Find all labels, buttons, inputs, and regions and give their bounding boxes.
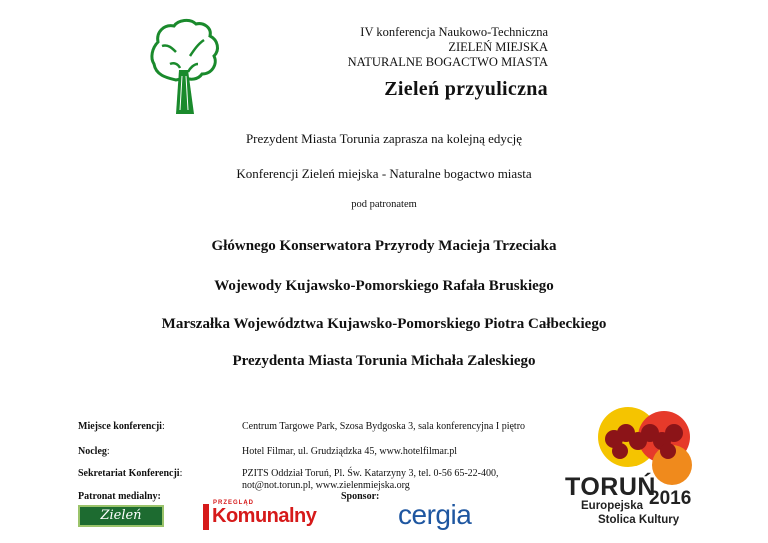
invitation-line-2: Konferencji Zieleń miejska - Naturalne bogactwo miasta [236,166,532,181]
secretariat-label: Sekretariat Konferencji: [78,468,183,479]
invitation-line-1: Prezydent Miasta Torunia zaprasza na kolejną edycję [245,131,523,146]
secretariat-value [242,468,499,492]
conference-title: Zieleń przyuliczna [384,78,548,100]
przeglad-komunalny-logo [203,500,317,532]
venue-label: Miejsce konferencji: [78,421,165,432]
secretariat-contact: not@not.torun.pl, www.zielenmiejska.org [242,480,410,491]
komunalny-sub: PRZEGLĄD [213,500,254,506]
conference-edition: IV konferencja Naukowo-Techniczna [360,25,548,39]
patron-conservator: Głównego Konserwatora Przyrody Macieja Trzeciaka [211,238,557,254]
conference-header [290,25,548,70]
komunalny-name: Komunalny [212,505,317,527]
secretariat-address: PZITS Oddział Toruń, Pl. Św. Katarzyny 3, tel. 0-56 65-22-400, [242,468,499,479]
patron-mayor: Prezydenta Miasta Torunia Michała Zaleskiego [232,353,536,369]
cergia-logo: cergia [398,499,472,530]
lodging-label: Nocleg: [78,446,110,457]
conference-name: ZIELEŃ MIEJSKA [448,40,548,54]
komunalny-bar [203,504,209,530]
sponsor-label: Sponsor: [341,491,380,502]
torun-subtitle-1: Europejska [581,500,643,512]
zielen-miejska-logo: Zieleń Miejska [78,505,164,527]
patron-voivode: Wojewody Kujawsko-Pomorskiego Rafała Bruskiego [214,278,554,294]
patron-marshal: Marszałka Województwa Kujawsko-Pomorskiego Piotra Całbeckiego [161,316,607,332]
torun-year: 2016 [649,488,692,509]
patronage-label: pod patronatem [351,199,417,210]
media-patronage-label: Patronat medialny: [78,491,161,502]
torun-subtitle-2: Stolica Kultury [598,514,680,526]
tree-logo-icon [146,18,222,116]
venue-value: Centrum Targowe Park, Szosa Bydgoska 3, sala konferencyjna I piętro [242,421,526,432]
torun-name: TORUŃ [565,473,656,501]
conference-subtitle: NATURALNE BOGACTWO MIASTA [347,55,548,69]
lodging-value: Hotel Filmar, ul. Grudziądzka 45, www.hotelfilmar.pl [242,446,458,457]
